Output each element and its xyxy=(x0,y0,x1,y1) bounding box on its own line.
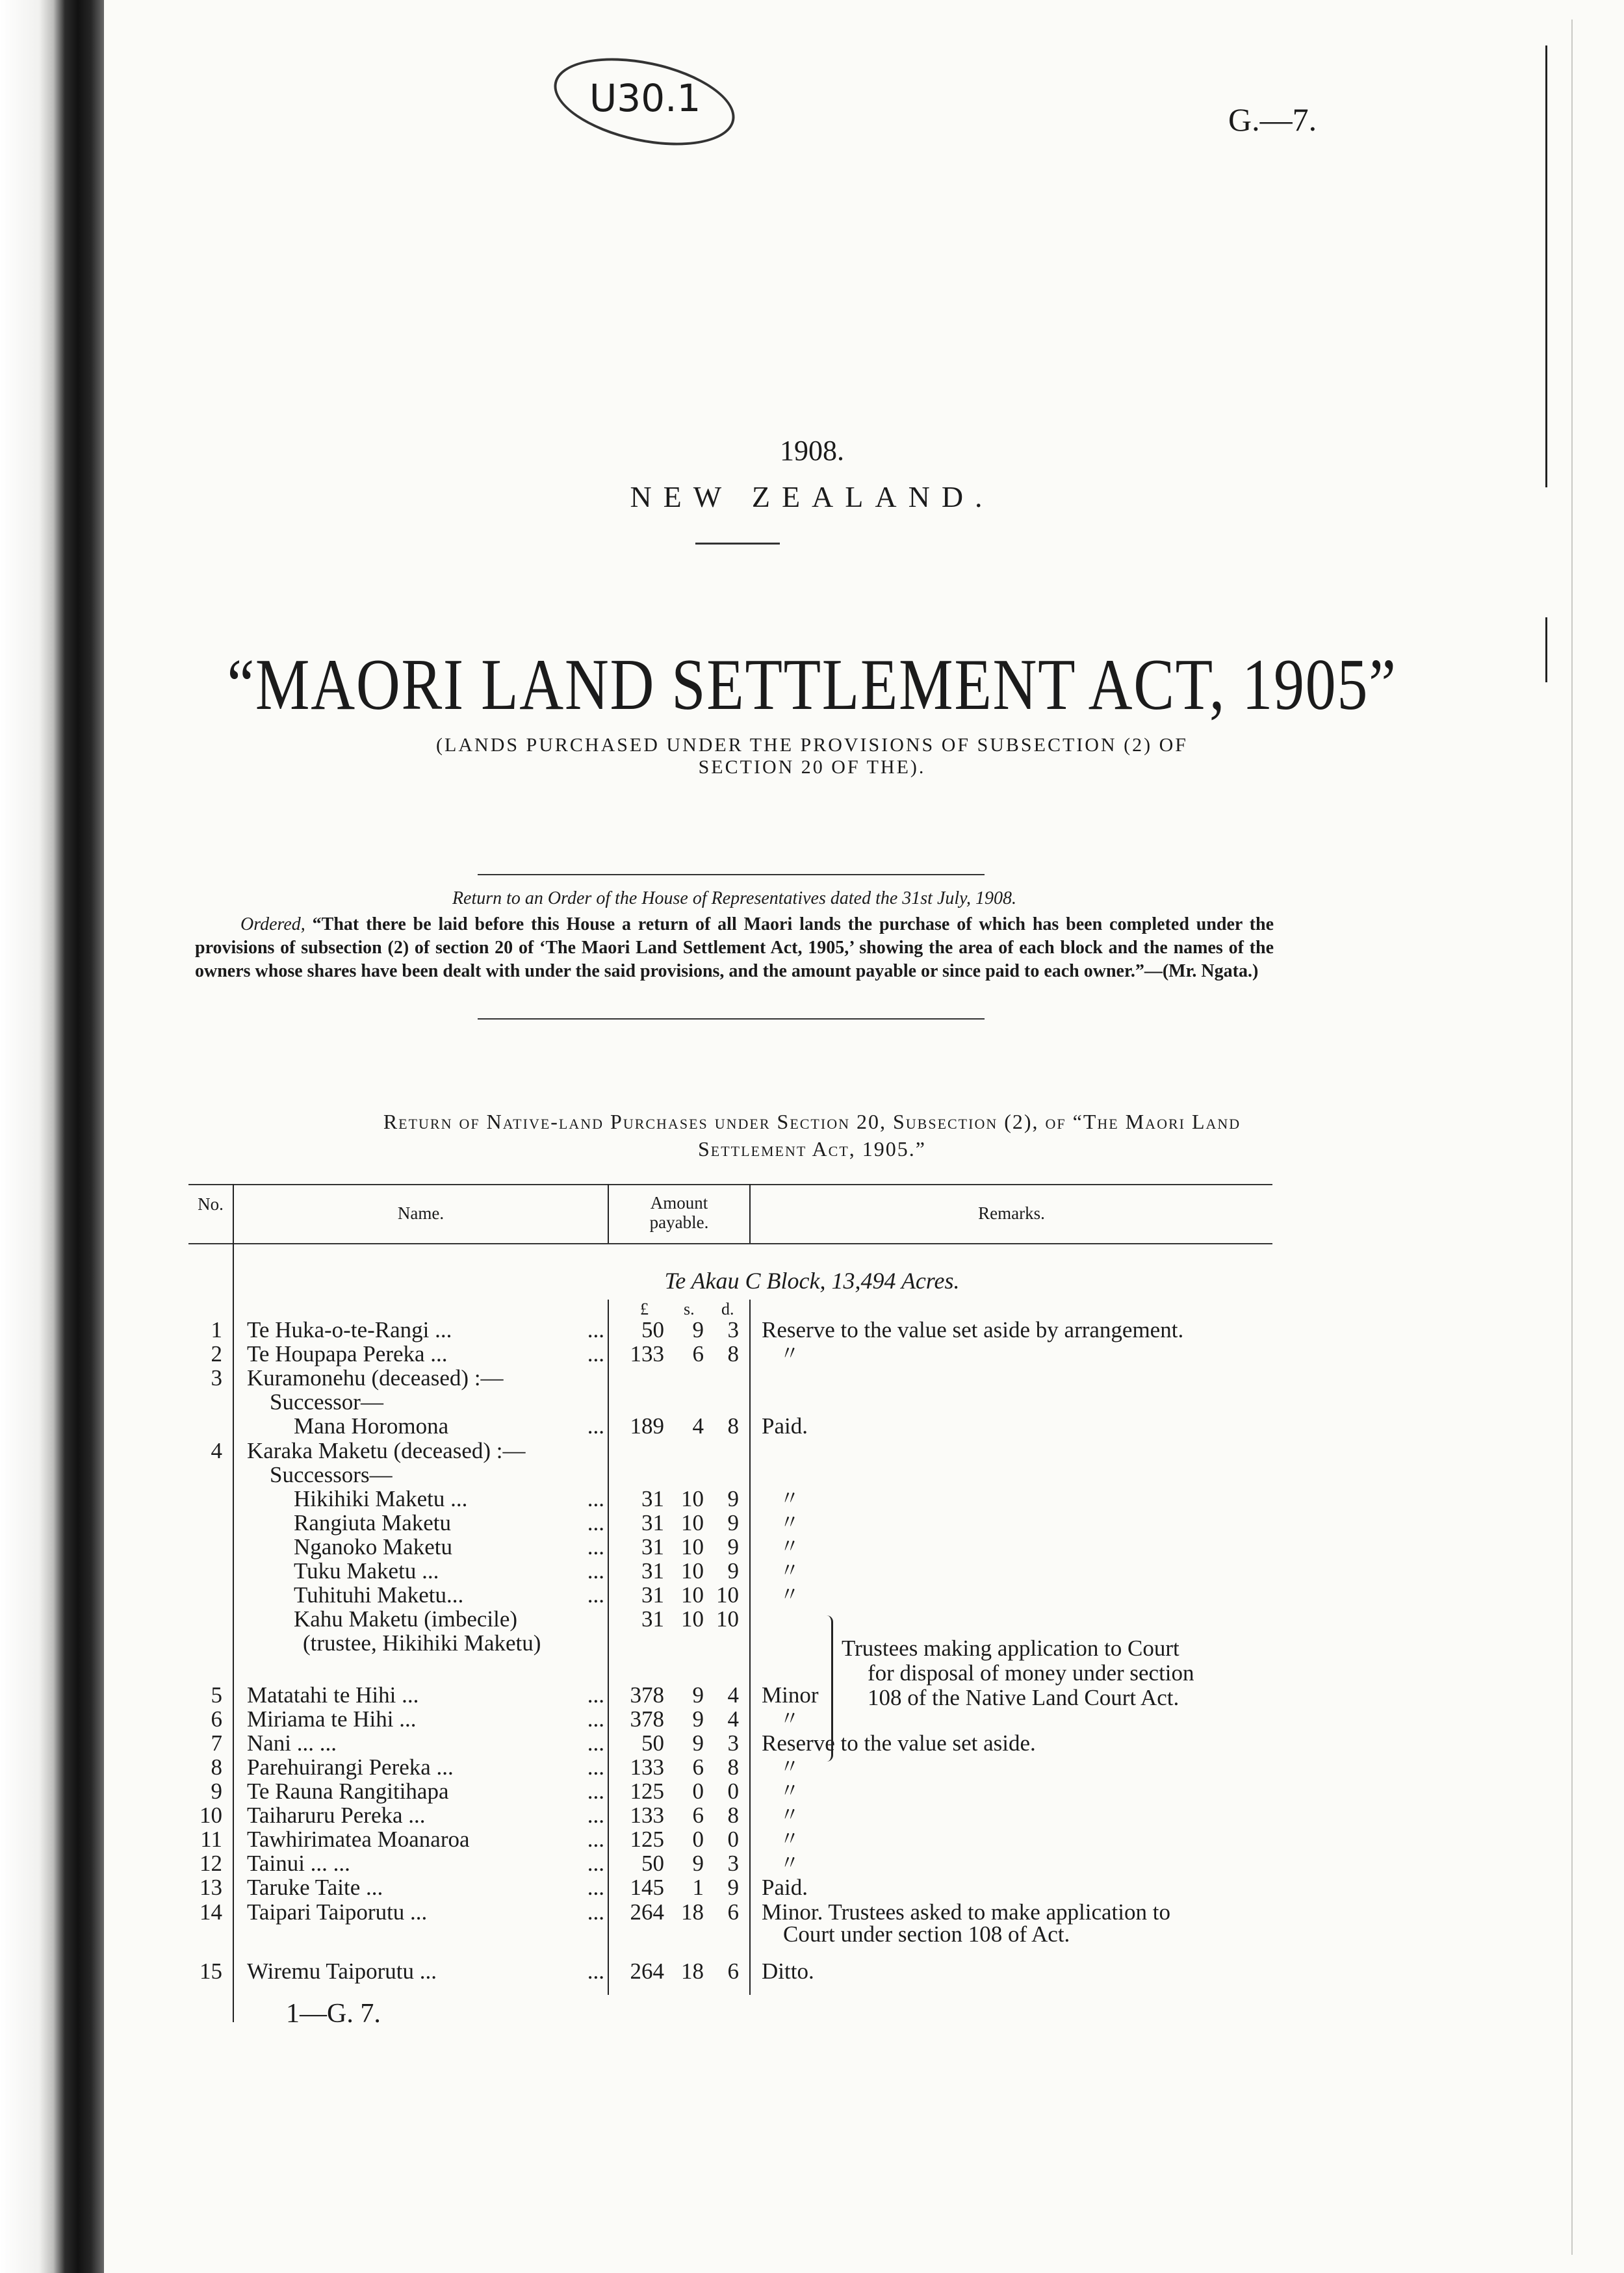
row-shillings: 4 xyxy=(692,1413,704,1439)
row-remarks: 〃 xyxy=(780,1708,799,1730)
row-pence: 9 xyxy=(727,1558,739,1584)
row-number: 11 xyxy=(200,1827,222,1852)
row-name: Karaka Maketu (deceased) :— xyxy=(247,1438,526,1463)
row-remarks: Paid. xyxy=(762,1875,808,1900)
row-number: 13 xyxy=(200,1875,222,1900)
row-number: 14 xyxy=(200,1899,222,1925)
row-leader: ... xyxy=(587,1341,604,1367)
row-name: Tuhituhi Maketu... xyxy=(294,1582,464,1608)
row-pence: 0 xyxy=(727,1779,739,1804)
margin-line xyxy=(1545,617,1547,682)
table-row xyxy=(0,1922,1624,1946)
row-pounds: 31 xyxy=(641,1510,664,1535)
row-pounds: 145 xyxy=(630,1875,664,1900)
row-pounds: 31 xyxy=(641,1534,664,1560)
row-leader: ... xyxy=(587,1779,604,1804)
row-name: Parehuirangi Pereka ... xyxy=(247,1754,454,1780)
row-pounds: 31 xyxy=(641,1558,664,1584)
row-leader: ... xyxy=(587,1510,604,1535)
row-pounds: 50 xyxy=(641,1730,664,1756)
row-remarks: 〃 xyxy=(780,1343,799,1365)
header-amount xyxy=(609,1193,749,1232)
subtitle-line: (LANDS PURCHASED UNDER THE PROVISIONS OF SUBSECTION (2) OF xyxy=(436,734,1188,756)
row-name: Tainui ... ... xyxy=(247,1851,350,1876)
block-title: Te Akau C Block, 13,494 Acres. xyxy=(664,1268,960,1294)
row-shillings: 9 xyxy=(692,1682,704,1708)
row-pounds: 189 xyxy=(630,1413,664,1439)
row-shillings: 6 xyxy=(692,1754,704,1780)
row-pence: 8 xyxy=(727,1754,739,1780)
row-leader: ... xyxy=(587,1486,604,1511)
row-shillings: 10 xyxy=(681,1558,704,1584)
row-remarks: Ditto. xyxy=(762,1958,814,1984)
row-name: Rangiuta Maketu xyxy=(294,1510,452,1535)
row-pounds: 31 xyxy=(641,1486,664,1511)
row-remarks: 〃 xyxy=(780,1512,799,1534)
row-number: 4 xyxy=(211,1438,222,1463)
unit-pounds: £ xyxy=(640,1300,649,1318)
row-leader: ... xyxy=(587,1899,604,1925)
row-name: Te Houpapa Pereka ... xyxy=(247,1341,448,1367)
table-row xyxy=(0,1959,1624,1983)
row-pence: 9 xyxy=(727,1510,739,1535)
table-row xyxy=(0,1463,1624,1487)
row-leader: ... xyxy=(587,1827,604,1852)
row-leader: ... xyxy=(587,1413,604,1439)
row-name: Wiremu Taiporutu ... xyxy=(247,1958,437,1984)
row-shillings: 1 xyxy=(692,1875,704,1900)
row-pence: 10 xyxy=(716,1582,739,1608)
row-name: Nganoko Maketu xyxy=(294,1534,452,1560)
row-remarks: 〃 xyxy=(780,1536,799,1558)
margin-line xyxy=(1545,45,1547,487)
row-leader: ... xyxy=(587,1682,604,1708)
row-number: 6 xyxy=(211,1706,222,1732)
row-number: 12 xyxy=(200,1851,222,1876)
row-number: 3 xyxy=(211,1365,222,1391)
row-shillings: 10 xyxy=(681,1582,704,1608)
row-number: 5 xyxy=(211,1682,222,1708)
row-leader: ... xyxy=(587,1558,604,1584)
trustee-note-line: Trustees making application to Court xyxy=(842,1636,1179,1661)
row-name: Tuku Maketu ... xyxy=(294,1558,439,1584)
row-shillings: 10 xyxy=(681,1486,704,1511)
row-pounds: 133 xyxy=(630,1754,664,1780)
row-name: (trustee, Hikihiki Maketu) xyxy=(303,1630,541,1656)
row-number: 15 xyxy=(200,1958,222,1984)
row-remarks: 〃 xyxy=(780,1804,799,1826)
row-remarks: Reserve to the value set aside. xyxy=(762,1730,1036,1756)
row-pounds: 264 xyxy=(630,1899,664,1925)
row-remarks: Minor xyxy=(762,1682,819,1708)
row-remarks: Court under section 108 of Act. xyxy=(783,1921,1070,1947)
return-heading-line: Return of Native-land Purchases under Section 20, Subsection (2), of “The Maori Land xyxy=(383,1110,1241,1133)
row-name: Hikihiki Maketu ... xyxy=(294,1486,468,1511)
row-pence: 9 xyxy=(727,1486,739,1511)
table-row xyxy=(0,1583,1624,1607)
row-name: Taiharuru Pereka ... xyxy=(247,1803,426,1828)
row-pence: 8 xyxy=(727,1341,739,1367)
row-name: Miriama te Hihi ... xyxy=(247,1706,417,1732)
row-pounds: 378 xyxy=(630,1706,664,1732)
row-shillings: 9 xyxy=(692,1730,704,1756)
row-pence: 10 xyxy=(716,1606,739,1632)
row-leader: ... xyxy=(587,1851,604,1876)
table-row xyxy=(0,1487,1624,1511)
row-number: 2 xyxy=(211,1341,222,1367)
table-row xyxy=(0,1318,1624,1342)
table-row xyxy=(0,1414,1624,1438)
row-shillings: 0 xyxy=(692,1779,704,1804)
bracket xyxy=(822,1615,833,1762)
row-shillings: 18 xyxy=(681,1899,704,1925)
table-row xyxy=(0,1535,1624,1559)
table-top-rule xyxy=(188,1184,1272,1185)
table-row xyxy=(0,1803,1624,1827)
row-name: Te Huka-o-te-Rangi ... xyxy=(247,1317,452,1342)
table-row xyxy=(0,1875,1624,1899)
row-shillings: 10 xyxy=(681,1510,704,1535)
header-no: No. xyxy=(198,1194,224,1214)
table-row xyxy=(0,1827,1624,1851)
row-name: Nani ... ... xyxy=(247,1730,337,1756)
return-order-line: Return to an Order of the House of Representatives dated the 31st July, 1908. xyxy=(452,888,1017,908)
row-leader: ... xyxy=(587,1582,604,1608)
row-pounds: 264 xyxy=(630,1958,664,1984)
row-shillings: 6 xyxy=(692,1803,704,1828)
row-leader: ... xyxy=(587,1958,604,1984)
ordered-label: Ordered, xyxy=(240,914,305,934)
row-shillings: 18 xyxy=(681,1958,704,1984)
row-name: Mana Horomona xyxy=(294,1413,449,1439)
unit-pence: d. xyxy=(721,1300,734,1318)
header-name: Name. xyxy=(397,1203,445,1223)
trustee-note xyxy=(842,1636,1274,1710)
page-number: G.—7. xyxy=(1228,101,1317,138)
row-shillings: 9 xyxy=(692,1706,704,1732)
return-heading-line: Settlement Act, 1905.” xyxy=(698,1137,926,1161)
row-pounds: 31 xyxy=(641,1582,664,1608)
row-name: Successor— xyxy=(270,1389,383,1415)
row-remarks: 〃 xyxy=(780,1756,799,1778)
row-number: 8 xyxy=(211,1754,222,1780)
divider xyxy=(695,543,780,545)
divider xyxy=(478,1018,985,1020)
row-remarks: 〃 xyxy=(780,1829,799,1850)
footer-signature: 1—G. 7. xyxy=(286,1999,381,2029)
row-pounds: 31 xyxy=(641,1606,664,1632)
table-row xyxy=(0,1707,1624,1731)
row-pence: 0 xyxy=(727,1827,739,1852)
row-pounds: 50 xyxy=(641,1851,664,1876)
row-pounds: 125 xyxy=(630,1779,664,1804)
table-header-rule xyxy=(188,1243,1272,1244)
order-text xyxy=(195,913,1274,983)
document-title: “MAORI LAND SETTLEMENT ACT, 1905” xyxy=(227,645,1397,725)
row-leader: ... xyxy=(587,1754,604,1780)
row-leader: ... xyxy=(587,1317,604,1342)
row-name: Taruke Taite ... xyxy=(247,1875,383,1900)
ordered-text: “That there be laid before this House a return of all Maori lands the purchase of which has been completed under the provisions of subsection (2) of section 20 of ‘The Maori Land Settlement Act, 1905,’ showing the area of each block and the names of the owners whose shares have been dealt with under the said provisions, and the amount payable or since paid to each owner.”—(Mr. Ngata.) xyxy=(195,914,1274,981)
row-shillings: 6 xyxy=(692,1341,704,1367)
row-remarks: Paid. xyxy=(762,1413,808,1439)
row-pounds: 133 xyxy=(630,1341,664,1367)
table-row xyxy=(0,1900,1624,1924)
row-pence: 8 xyxy=(727,1413,739,1439)
row-leader: ... xyxy=(587,1534,604,1560)
table-row xyxy=(0,1851,1624,1875)
row-remarks: 〃 xyxy=(780,1584,799,1606)
row-name: Tawhirimatea Moanaroa xyxy=(247,1827,470,1852)
row-leader: ... xyxy=(587,1706,604,1732)
row-name: Te Rauna Rangitihapa xyxy=(247,1779,449,1804)
row-pence: 9 xyxy=(727,1875,739,1900)
row-number: 9 xyxy=(211,1779,222,1804)
row-pence: 6 xyxy=(727,1958,739,1984)
trustee-note-line: for disposal of money under section xyxy=(868,1660,1194,1686)
row-pence: 4 xyxy=(727,1706,739,1732)
table-row xyxy=(0,1366,1624,1390)
row-shillings: 9 xyxy=(692,1851,704,1876)
table-row xyxy=(0,1511,1624,1535)
row-name: Matatahi te Hihi ... xyxy=(247,1682,419,1708)
row-leader: ... xyxy=(587,1730,604,1756)
row-remarks: 〃 xyxy=(780,1780,799,1802)
row-shillings: 9 xyxy=(692,1317,704,1342)
row-remarks: 〃 xyxy=(780,1560,799,1582)
table-row xyxy=(0,1755,1624,1779)
table-row xyxy=(0,1390,1624,1414)
return-heading xyxy=(0,1108,1624,1162)
row-remarks: Reserve to the value set aside by arrangement. xyxy=(762,1317,1184,1342)
order-section xyxy=(195,887,1274,983)
row-pence: 3 xyxy=(727,1730,739,1756)
row-pence: 4 xyxy=(727,1682,739,1708)
row-name: Kuramonehu (deceased) :— xyxy=(247,1365,504,1391)
row-pounds: 125 xyxy=(630,1827,664,1852)
row-remarks: 〃 xyxy=(780,1853,799,1874)
subtitle-line: SECTION 20 OF THE). xyxy=(698,756,926,778)
header-amount-line: payable. xyxy=(649,1213,709,1232)
row-pence: 8 xyxy=(727,1803,739,1828)
row-shillings: 10 xyxy=(681,1606,704,1632)
row-pence: 6 xyxy=(727,1899,739,1925)
row-pounds: 133 xyxy=(630,1803,664,1828)
header-amount-line: Amount xyxy=(650,1193,708,1213)
row-pounds: 50 xyxy=(641,1317,664,1342)
table-row xyxy=(0,1342,1624,1366)
row-remarks: 〃 xyxy=(780,1488,799,1509)
unit-shillings: s. xyxy=(684,1300,695,1318)
row-leader: ... xyxy=(587,1875,604,1900)
document-subtitle xyxy=(0,734,1624,778)
row-number: 7 xyxy=(211,1730,222,1756)
header-remarks: Remarks. xyxy=(978,1203,1045,1223)
row-pounds: 378 xyxy=(630,1682,664,1708)
document-country: NEW ZEALAND. xyxy=(630,480,994,513)
archive-stamp: U30.1 xyxy=(546,44,742,160)
table-row xyxy=(0,1607,1624,1631)
document-year: 1908. xyxy=(780,435,844,467)
table-row xyxy=(0,1779,1624,1803)
row-name: Successors— xyxy=(270,1462,393,1487)
row-pence: 3 xyxy=(727,1317,739,1342)
row-remarks: Minor. Trustees asked to make application to xyxy=(762,1899,1170,1925)
trustee-note-line: 108 of the Native Land Court Act. xyxy=(868,1685,1179,1710)
table-row xyxy=(0,1631,1624,1655)
divider xyxy=(478,874,985,875)
table-row xyxy=(0,1439,1624,1463)
row-leader: ... xyxy=(587,1803,604,1828)
row-pence: 3 xyxy=(727,1851,739,1876)
row-name: Taipari Taiporutu ... xyxy=(247,1899,428,1925)
row-number: 10 xyxy=(200,1803,222,1828)
row-shillings: 0 xyxy=(692,1827,704,1852)
table-row xyxy=(0,1731,1624,1755)
row-name: Kahu Maketu (imbecile) xyxy=(294,1606,518,1632)
row-shillings: 10 xyxy=(681,1534,704,1560)
table-row xyxy=(0,1559,1624,1583)
row-pence: 9 xyxy=(727,1534,739,1560)
table-row xyxy=(0,1683,1624,1707)
row-number: 1 xyxy=(211,1317,222,1342)
